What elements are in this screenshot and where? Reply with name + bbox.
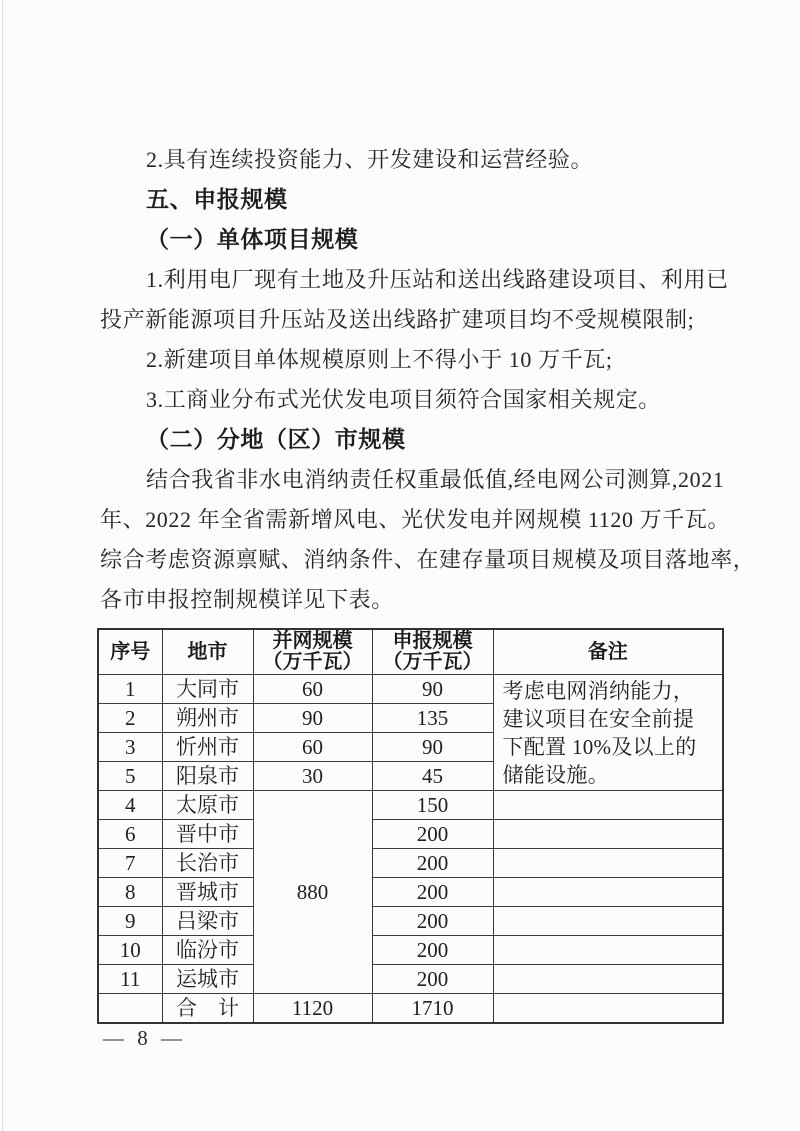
paragraph-line: 投产新能源项目升压站及送出线路扩建项目均不受规模限制; [100, 307, 695, 332]
cell-grid: 30 [253, 762, 372, 791]
cell-grid: 60 [253, 733, 372, 762]
header-apply-line1: 申报规模 [392, 630, 473, 652]
cell-no: 11 [98, 965, 162, 994]
cell-city: 临汾市 [162, 936, 253, 965]
body-text [100, 140, 756, 620]
cell-remark-empty [493, 994, 723, 1024]
cell-remark-empty [493, 820, 723, 849]
cell-remark-empty [493, 849, 723, 878]
cell-total-label: 合 计 [162, 994, 253, 1024]
header-cell-city: 地市 [162, 629, 253, 675]
header-cell-no: 序号 [98, 629, 162, 675]
header-grid-line2: （万千瓦） [262, 651, 363, 673]
cell-remark-empty [493, 936, 723, 965]
cell-apply: 90 [372, 675, 493, 704]
section-heading: 五、申报规模 [146, 187, 288, 212]
table-row [98, 791, 723, 820]
cell-city: 朔州市 [162, 704, 253, 733]
paragraph-line: 各市申报控制规模详见下表。 [100, 587, 394, 612]
cell-apply: 135 [372, 704, 493, 733]
table-row [98, 849, 723, 878]
cell-city: 吕梁市 [162, 907, 253, 936]
cell-remark-empty [493, 878, 723, 907]
cell-no: 2 [98, 704, 162, 733]
header-grid-line1: 并网规模 [272, 630, 353, 652]
cell-no: 3 [98, 733, 162, 762]
cell-grid-merged: 880 [253, 791, 372, 994]
cell-city: 阳泉市 [162, 762, 253, 791]
cell-apply: 200 [372, 936, 493, 965]
table-row [98, 965, 723, 994]
table-row [98, 936, 723, 965]
cell-total-grid: 1120 [253, 994, 372, 1024]
table-row [98, 907, 723, 936]
table-row [98, 820, 723, 849]
city-scale-table [97, 628, 724, 1024]
cell-city: 长治市 [162, 849, 253, 878]
paragraph-line: 1.利用电厂现有土地及升压站和送出线路建设项目、利用已 [146, 267, 729, 292]
table-row [98, 675, 723, 704]
header-cell-grid [253, 629, 372, 675]
cell-grid: 60 [253, 675, 372, 704]
cell-remark-empty [493, 965, 723, 994]
subsection-heading: （一）单体项目规模 [146, 227, 359, 252]
header-cell-remark: 备注 [493, 629, 723, 675]
cell-city: 大同市 [162, 675, 253, 704]
cell-city: 太原市 [162, 791, 253, 820]
cell-apply: 200 [372, 965, 493, 994]
cell-apply: 200 [372, 849, 493, 878]
cell-no [98, 994, 162, 1024]
scan-edge-artifact [2, 0, 3, 1131]
cell-no: 5 [98, 762, 162, 791]
cell-apply: 200 [372, 820, 493, 849]
cell-city: 晋中市 [162, 820, 253, 849]
header-apply-line2: （万千瓦） [382, 651, 483, 673]
cell-remark-empty [493, 791, 723, 820]
cell-no: 10 [98, 936, 162, 965]
cell-no: 7 [98, 849, 162, 878]
cell-remark-empty [493, 907, 723, 936]
table-header-row [98, 629, 723, 675]
cell-apply: 200 [372, 907, 493, 936]
cell-apply: 150 [372, 791, 493, 820]
paragraph-line: 结合我省非水电消纳责任权重最低值,经电网公司测算,2021 [146, 467, 725, 492]
cell-no: 6 [98, 820, 162, 849]
table-total-row [98, 994, 723, 1024]
cell-grid: 90 [253, 704, 372, 733]
paragraph-line: 综合考虑资源禀赋、消纳条件、在建存量项目规模及项目落地率， [100, 547, 756, 572]
cell-apply: 45 [372, 762, 493, 791]
cell-no: 4 [98, 791, 162, 820]
cell-city: 晋城市 [162, 878, 253, 907]
header-cell-apply [372, 629, 493, 675]
cell-remark-merged: 考虑电网消纳能力，建议项目在安全前提下配置 10%及以上的储能设施。 [493, 675, 723, 791]
cell-no: 1 [98, 675, 162, 704]
page-number: — 8 — [103, 1026, 186, 1050]
paragraph-line: 2.新建项目单体规模原则上不得小于 10 万千瓦; [146, 347, 613, 372]
cell-city: 运城市 [162, 965, 253, 994]
table-row [98, 878, 723, 907]
paragraph-line: 年、2022 年全省需新增风电、光伏发电并网规模 1120 万千瓦。 [100, 507, 731, 532]
cell-no: 8 [98, 878, 162, 907]
paragraph-line: 3.工商业分布式光伏发电项目须符合国家相关规定。 [146, 387, 661, 412]
cell-apply: 90 [372, 733, 493, 762]
subsection-heading: （二）分地（区）市规模 [146, 427, 406, 452]
paragraph-line: 2.具有连续投资能力、开发建设和运营经验。 [146, 147, 594, 172]
cell-city: 忻州市 [162, 733, 253, 762]
cell-total-apply: 1710 [372, 994, 493, 1024]
cell-no: 9 [98, 907, 162, 936]
cell-apply: 200 [372, 878, 493, 907]
